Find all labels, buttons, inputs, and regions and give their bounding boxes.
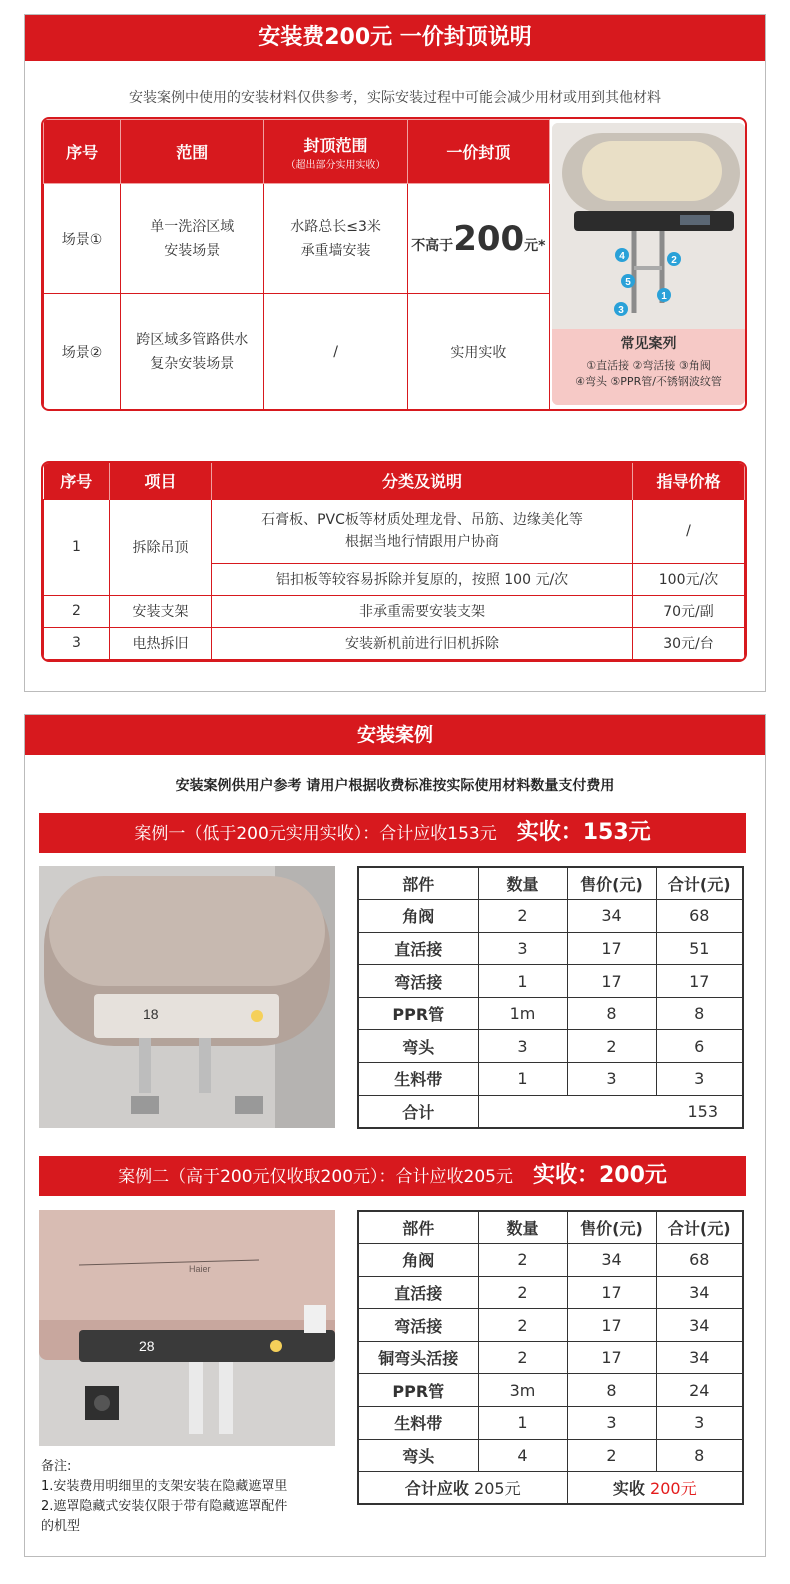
scene2-no: 场景②	[44, 294, 121, 410]
case2-total: 合计应收 205元	[358, 1472, 567, 1505]
table-row: 弯头 4 2 8	[358, 1439, 743, 1472]
cases-panel	[24, 714, 766, 1557]
common-case-line1: ①直活接 ②弯活接 ③角阀	[586, 359, 711, 372]
case1-header-total: 合计(元)	[656, 867, 743, 900]
case2-header-total: 合计(元)	[656, 1211, 743, 1244]
case1-heater-image	[39, 866, 335, 1128]
table-row: 弯头 3 2 6	[358, 1030, 743, 1063]
extra-row2-price: 70元/副	[633, 595, 745, 627]
table-row: 弯活接 1 17 17	[358, 965, 743, 998]
header-scope: 范围	[121, 120, 264, 184]
extra-row3-item: 电热拆旧	[110, 627, 212, 659]
remarks-line3: 的机型	[41, 1519, 81, 1534]
scene1-price: 不高于200元*	[407, 184, 549, 294]
case2-desc: 案例二（高于200元仅收取200元）：合计应收205元	[118, 1167, 513, 1187]
case2-paid-total: 实收 200元	[567, 1472, 743, 1505]
case2-header-part: 部件	[358, 1211, 478, 1244]
table-row: PPR管 1m 8 8	[358, 997, 743, 1030]
scene1-no: 场景①	[44, 184, 121, 294]
table-row: 直活接 2 17 34	[358, 1276, 743, 1309]
extra-row1-price-a: /	[633, 499, 745, 563]
common-case-line2: ④弯头 ⑤PPR管/不锈钢波纹管	[575, 375, 722, 388]
extra-row1-price-b: 100元/次	[633, 563, 745, 595]
header-cap: 封顶范围 （超出部分实用实收）	[264, 120, 407, 184]
case2-parts-table	[357, 1210, 744, 1505]
case2-photo	[39, 1210, 335, 1446]
table-row: 生料带 1 3 3	[358, 1063, 743, 1096]
common-case-image	[552, 123, 745, 405]
extra-row3-no: 3	[44, 627, 110, 659]
table-row: 角阀 2 34 68	[358, 900, 743, 933]
extra-header-price: 指导价格	[633, 463, 745, 499]
cases-title: 安装案例	[25, 715, 765, 755]
case1-bar	[39, 813, 746, 853]
svg-text:4: 4	[619, 251, 625, 262]
fee-subtitle: 安装案例中使用的安装材料仅供参考，实际安装过程中可能会减少用材或用到其他材料	[129, 90, 661, 106]
table-row: 生料带 1 3 3	[358, 1407, 743, 1440]
extra-row1-desc-b: 铝扣板等较容易拆除并复原的，按照 100 元/次	[212, 563, 633, 595]
extra-row1-desc-a: 石膏板、PVC板等材质处理龙骨、吊筋、边缘美化等 根据当地行情跟用户协商	[212, 499, 633, 563]
scene2-scope: 跨区域多管路供水 复杂安装场景	[121, 294, 264, 410]
case1-header-part: 部件	[358, 867, 478, 900]
case1-total-value: 153	[478, 1095, 743, 1128]
table-row: 角阀 2 34 68	[358, 1244, 743, 1277]
extra-row1-no: 1	[44, 499, 110, 595]
svg-text:1: 1	[661, 291, 667, 302]
extra-header-item: 项目	[110, 463, 212, 499]
extra-row1-item: 拆除吊顶	[110, 499, 212, 595]
case2-total-row	[358, 1472, 743, 1505]
case1-paid: 实收：153元	[516, 820, 651, 845]
extra-row2-no: 2	[44, 595, 110, 627]
extra-header-no: 序号	[44, 463, 110, 499]
extra-row3-price: 30元/台	[633, 627, 745, 659]
brand-logo: Haier	[189, 1264, 211, 1274]
case1-desc: 案例一（低于200元实用实收）：合计应收153元	[134, 824, 497, 844]
common-case-title: 常见案列	[620, 336, 677, 352]
case2-bar	[39, 1156, 746, 1196]
table-row: 弯活接 2 17 34	[358, 1309, 743, 1342]
fee-panel	[24, 14, 766, 692]
svg-text:2: 2	[671, 255, 677, 266]
table-row: PPR管 3m 8 24	[358, 1374, 743, 1407]
case2-header-qty: 数量	[478, 1211, 567, 1244]
table-row: 铜弯头活接 2 17 34	[358, 1341, 743, 1374]
table-row: 直活接 3 17 51	[358, 932, 743, 965]
header-price: 一价封顶	[407, 120, 549, 184]
fee-table	[41, 117, 747, 411]
case1-total-row	[358, 1095, 743, 1128]
extra-row2-desc: 非承重需要安装支架	[212, 595, 633, 627]
extra-header-desc: 分类及说明	[212, 463, 633, 499]
extra-fee-table	[41, 461, 747, 662]
extra-row2-item: 安装支架	[110, 595, 212, 627]
scene1-scope: 单一洗浴区域 安装场景	[121, 184, 264, 294]
svg-text:5: 5	[625, 277, 631, 288]
case1-header-price: 售价(元)	[567, 867, 656, 900]
water-heater-illustration	[552, 123, 745, 329]
remarks	[41, 1457, 287, 1537]
scene2-price: 实用实收	[407, 294, 549, 410]
fee-title: 安装费200元 一价封顶说明	[25, 15, 765, 61]
extra-row3-desc: 安装新机前进行旧机拆除	[212, 627, 633, 659]
cases-note: 安装案例供用户参考 请用户根据收费标准按实际使用材料数量支付费用	[175, 778, 615, 794]
remarks-line2: 2.遮罩隐藏式安装仅限于带有隐藏遮罩配件	[41, 1499, 288, 1514]
remarks-line1: 1.安装费用明细里的支架安装在隐藏遮罩里	[41, 1479, 288, 1494]
case2-display: 28	[139, 1338, 155, 1354]
case2-heater-image	[39, 1210, 335, 1446]
case2-paid: 实收：200元	[532, 1163, 667, 1188]
case2-header-price: 售价(元)	[567, 1211, 656, 1244]
header-no: 序号	[44, 120, 121, 184]
svg-text:3: 3	[618, 305, 624, 316]
case1-total-label: 合计	[358, 1095, 478, 1128]
case1-display: 18	[143, 1006, 159, 1022]
scene1-cap: 水路总长≤3米 承重墙安装	[264, 184, 407, 294]
scene2-cap: /	[264, 294, 407, 410]
case1-photo	[39, 866, 335, 1128]
common-case-caption	[552, 329, 745, 405]
case1-header-qty: 数量	[478, 867, 567, 900]
case1-parts-table	[357, 866, 744, 1129]
remarks-title: 备注:	[41, 1459, 72, 1474]
